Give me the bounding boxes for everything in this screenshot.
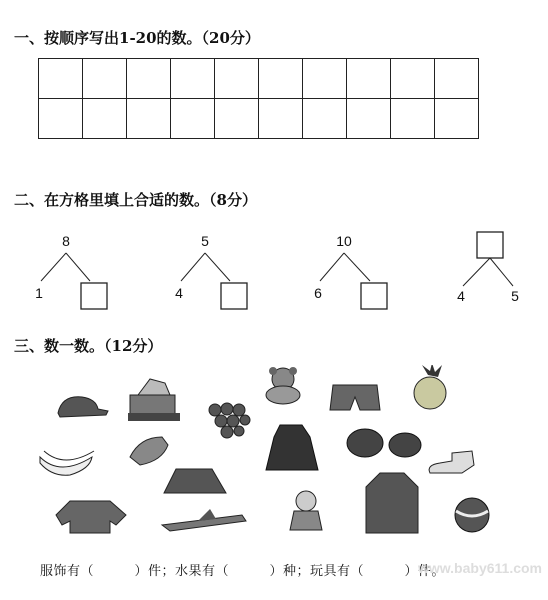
answer-box[interactable] bbox=[477, 232, 503, 258]
grid-cell[interactable] bbox=[171, 99, 215, 139]
question-2-title: 二、在方格里填上合适的数。（8分） bbox=[14, 191, 257, 209]
airplane-toy-icon bbox=[162, 509, 246, 531]
teddy-bear-icon bbox=[266, 367, 300, 404]
bond-top-number: 10 bbox=[336, 233, 352, 249]
number-bond-3 bbox=[314, 233, 387, 309]
grid-cell[interactable] bbox=[39, 59, 83, 99]
strawberry-icon bbox=[347, 429, 421, 457]
grid-cell[interactable] bbox=[259, 99, 303, 139]
grid-cell[interactable] bbox=[303, 59, 347, 99]
answer-line: 服饰有（ ）件；水果有（ ）种；玩具有（ ）件。 bbox=[40, 564, 446, 579]
grid-cell[interactable] bbox=[215, 59, 259, 99]
coat-icon bbox=[366, 473, 418, 533]
grid-cell[interactable] bbox=[127, 59, 171, 99]
grid-cell[interactable] bbox=[391, 59, 435, 99]
answer-box[interactable] bbox=[221, 283, 247, 309]
grid-cell[interactable] bbox=[347, 99, 391, 139]
grapes-icon bbox=[209, 403, 250, 438]
counting-pictures bbox=[0, 365, 548, 555]
watermark: www.baby611.com bbox=[418, 560, 542, 576]
grid-cell[interactable] bbox=[259, 59, 303, 99]
number-bonds bbox=[0, 225, 548, 320]
bond-right-number: 5 bbox=[511, 288, 519, 304]
grid-cell[interactable] bbox=[83, 99, 127, 139]
question-3-title: 三、数一数。（12分） bbox=[14, 337, 163, 355]
grid-cell[interactable] bbox=[215, 99, 259, 139]
bond-top-number: 5 bbox=[201, 233, 209, 249]
grid-cell[interactable] bbox=[435, 59, 479, 99]
pineapple-icon bbox=[414, 365, 446, 409]
grid-cell[interactable] bbox=[39, 99, 83, 139]
skirt-icon bbox=[164, 469, 226, 493]
bond-left-number: 4 bbox=[457, 288, 465, 304]
number-grid[interactable] bbox=[38, 58, 479, 139]
doll-icon bbox=[290, 491, 322, 530]
shorts-icon bbox=[330, 385, 380, 410]
grid-cell[interactable] bbox=[127, 99, 171, 139]
cap-icon bbox=[58, 397, 108, 417]
dress-icon bbox=[266, 425, 318, 470]
bond-top-number: 8 bbox=[62, 233, 70, 249]
bond-left-number: 4 bbox=[175, 285, 183, 301]
grid-cell[interactable] bbox=[435, 99, 479, 139]
number-bond-2 bbox=[175, 233, 247, 309]
cash-register-toy-icon bbox=[128, 379, 180, 421]
answer-box[interactable] bbox=[361, 283, 387, 309]
grid-cell[interactable] bbox=[171, 59, 215, 99]
shoe-icon bbox=[130, 437, 168, 465]
question-1-title: 一、按顺序写出1-20的数。（20分） bbox=[14, 29, 260, 47]
grid-cell[interactable] bbox=[391, 99, 435, 139]
banana-icon bbox=[40, 451, 94, 475]
bond-left-number: 6 bbox=[314, 285, 322, 301]
number-bond-1 bbox=[35, 233, 107, 309]
grid-cell[interactable] bbox=[303, 99, 347, 139]
answer-box[interactable] bbox=[81, 283, 107, 309]
number-bond-4 bbox=[457, 232, 519, 304]
shirt-icon bbox=[56, 501, 126, 533]
bond-left-number: 1 bbox=[35, 285, 43, 301]
grid-cell[interactable] bbox=[347, 59, 391, 99]
sock-icon bbox=[429, 451, 474, 473]
grid-cell[interactable] bbox=[83, 59, 127, 99]
ball-icon bbox=[455, 498, 489, 532]
